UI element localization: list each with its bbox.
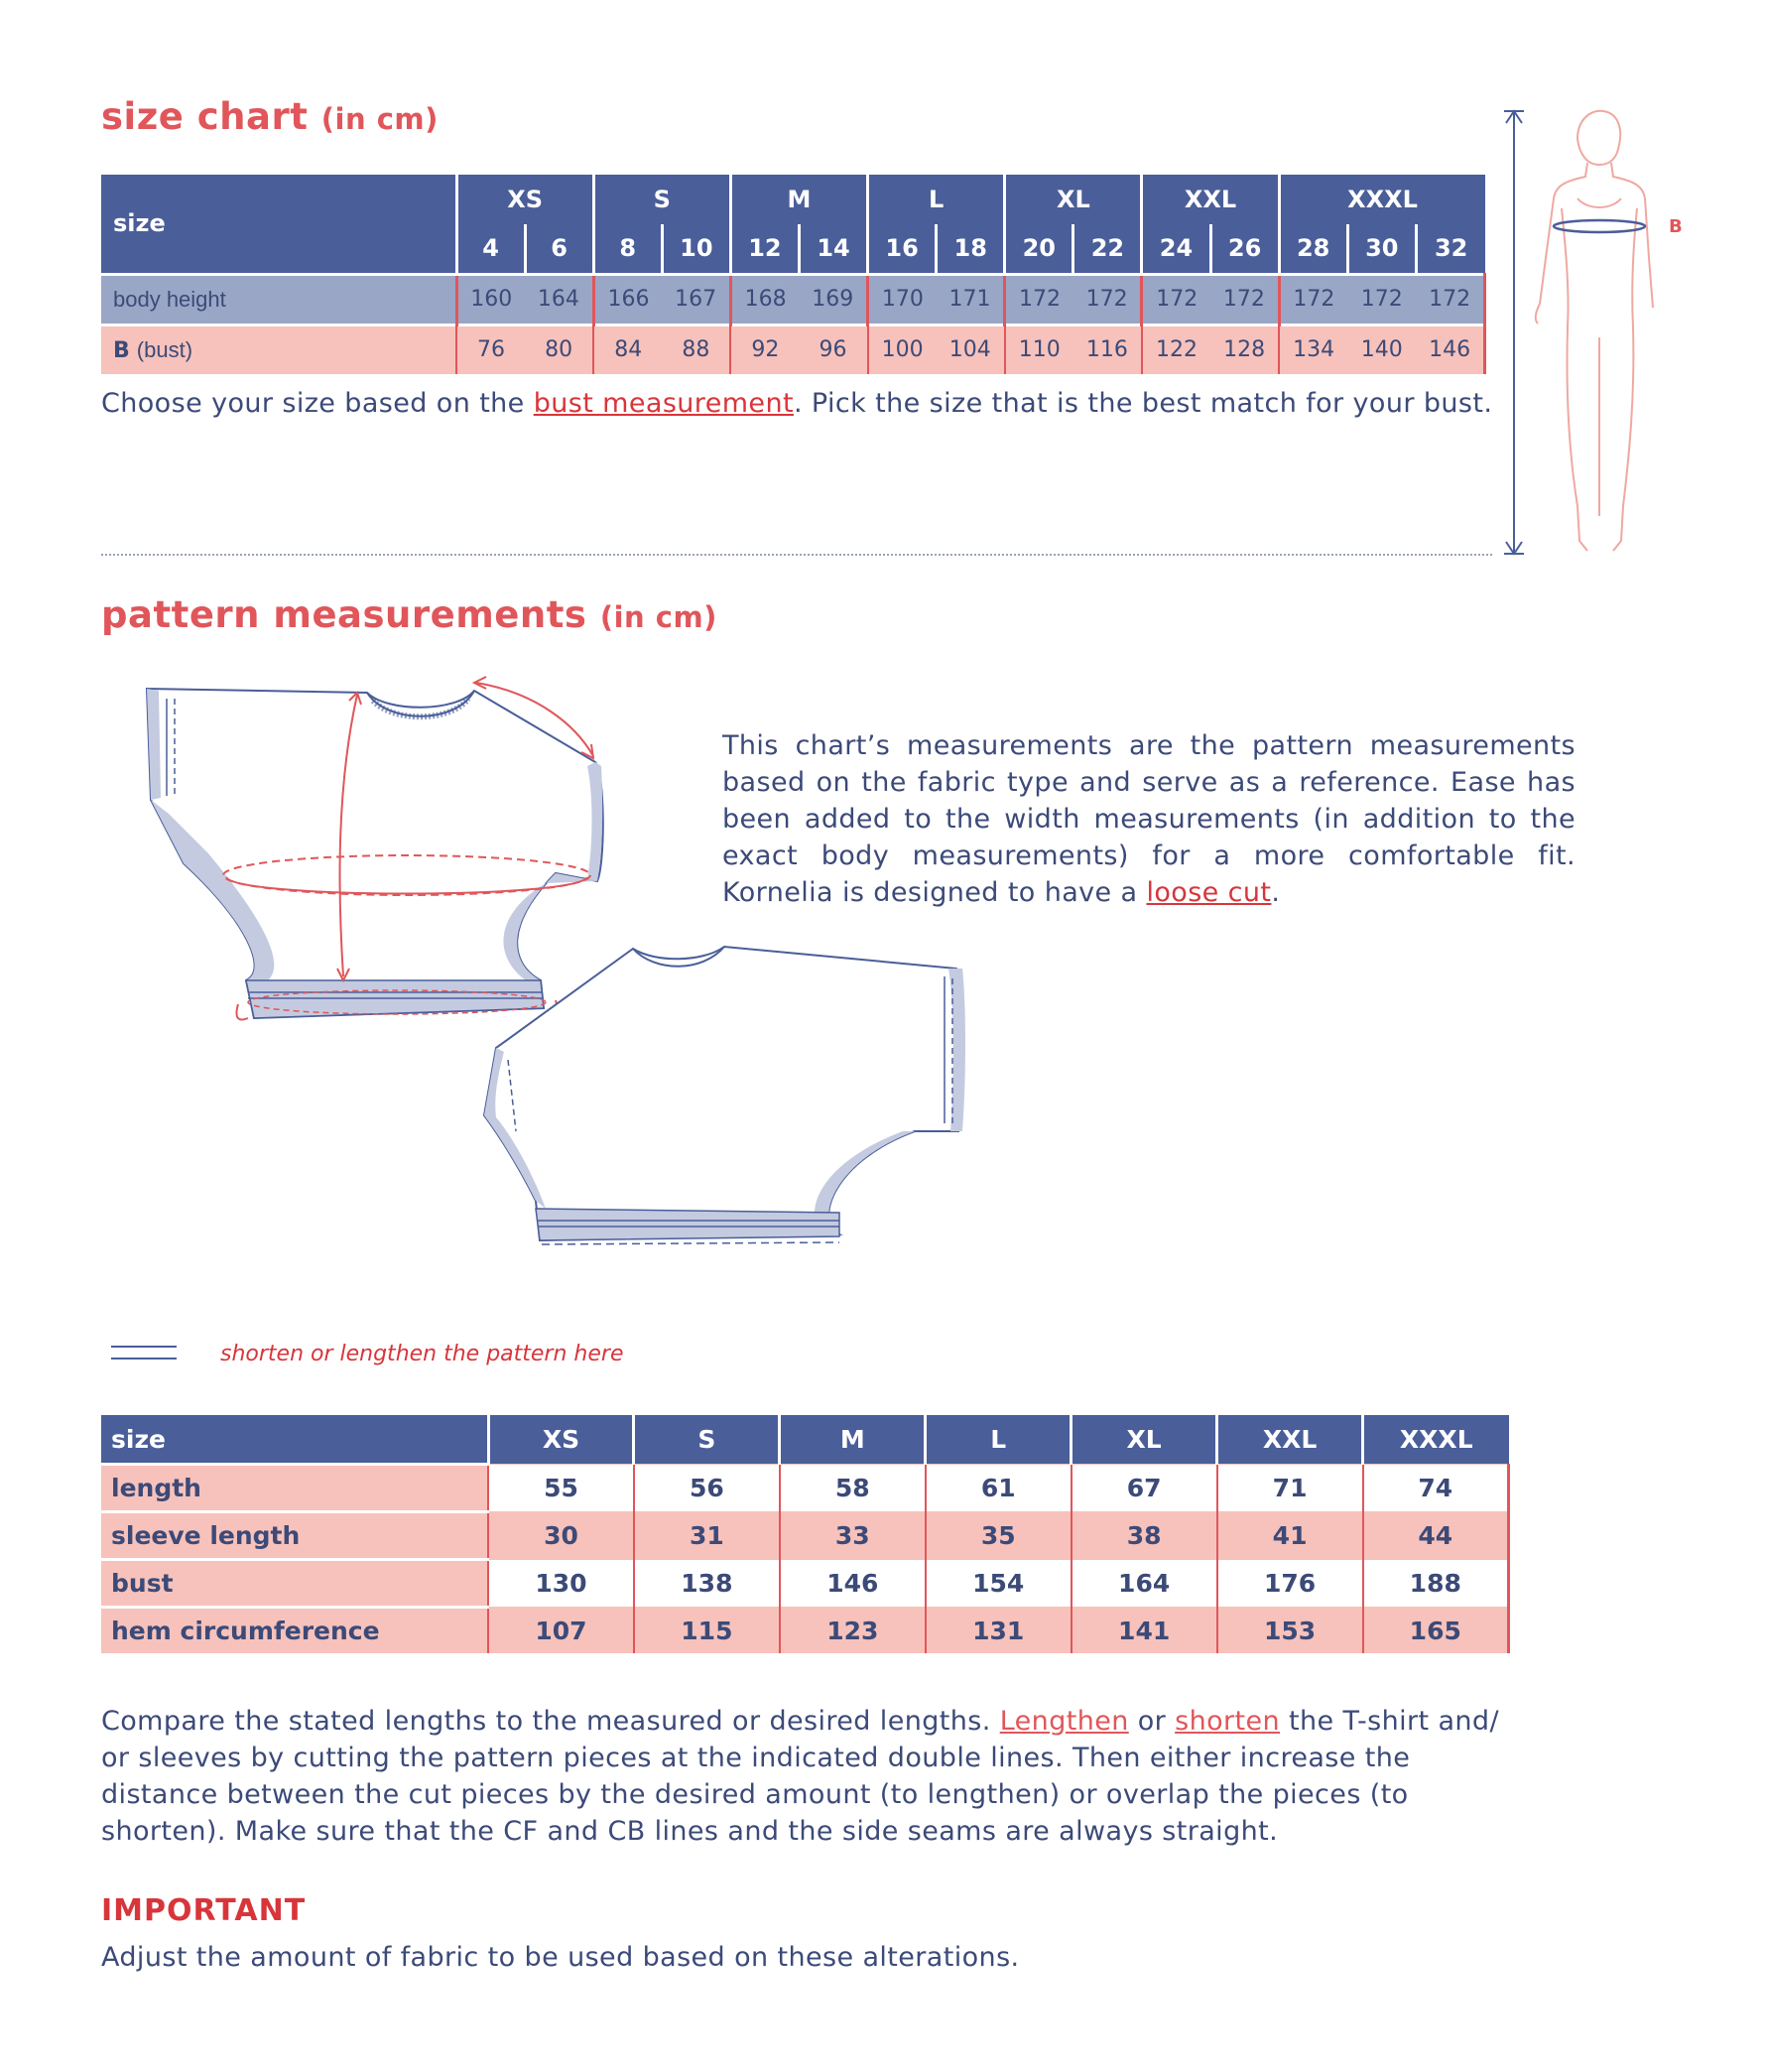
body-height-value: 171 — [937, 274, 1005, 324]
table-row — [101, 1512, 1509, 1560]
size-chart-group-row — [101, 175, 1485, 224]
table-row — [101, 1560, 1509, 1608]
row-label: sleeve length — [101, 1512, 488, 1560]
size-number: 22 — [1073, 224, 1142, 274]
bust-value: 134 — [1279, 324, 1347, 374]
loose-cut-link[interactable]: loose cut — [1146, 877, 1272, 908]
table-cell: 130 — [488, 1560, 634, 1608]
pattern-size-header: XXL — [1217, 1415, 1363, 1465]
body-height-value: 160 — [456, 274, 525, 324]
table-cell: 164 — [1072, 1560, 1217, 1608]
group-header: S — [593, 175, 730, 224]
body-height-value: 170 — [868, 274, 937, 324]
table-cell: 188 — [1363, 1560, 1509, 1608]
table-cell: 154 — [926, 1560, 1072, 1608]
bust-value: 92 — [730, 324, 799, 374]
body-height-value: 172 — [1073, 274, 1142, 324]
size-number: 20 — [1005, 224, 1073, 274]
important-text: Adjust the amount of fabric to be used based on these alterations. — [101, 1942, 1020, 1973]
size-note-text: Choose your size based on the — [101, 388, 534, 419]
table-cell: 146 — [780, 1560, 926, 1608]
pattern-size-header: S — [634, 1415, 780, 1465]
body-height-value: 172 — [1416, 274, 1484, 324]
table-cell: 138 — [634, 1560, 780, 1608]
lengthen-link[interactable]: Lengthen — [999, 1706, 1129, 1737]
size-number: 18 — [937, 224, 1005, 274]
pattern-title-unit: (in cm) — [599, 600, 717, 634]
pattern-title — [101, 593, 717, 636]
table-cell: 56 — [634, 1465, 780, 1512]
table-cell: 31 — [634, 1512, 780, 1560]
bust-label-b: B — [113, 337, 130, 363]
pattern-title-text: pattern measurements — [101, 593, 587, 636]
table-cell: 55 — [488, 1465, 634, 1512]
bust-value: 140 — [1347, 324, 1416, 374]
size-chart-title-text: size chart — [101, 95, 309, 138]
bust-value: 96 — [799, 324, 867, 374]
table-cell: 58 — [780, 1465, 926, 1512]
size-number: 8 — [593, 224, 662, 274]
bust-value: 84 — [593, 324, 662, 374]
table-cell: 33 — [780, 1512, 926, 1560]
body-figure-icon — [1488, 99, 1687, 566]
table-cell: 123 — [780, 1608, 926, 1654]
size-number: 26 — [1210, 224, 1279, 274]
table-cell: 165 — [1363, 1608, 1509, 1654]
row-label: hem circumference — [101, 1608, 488, 1654]
back-garment-icon — [484, 947, 965, 1244]
size-chart-title — [101, 95, 439, 138]
alteration-text-3: the T-shirt and/ or sleeves by cutting the pattern pieces at the indicated double lines. Then either increase the distance between the cut pieces by the desired amount (to lengthen) or overlap the pieces (to shorten). Make sure that the CF and CB lines and the side seams are always straight. — [101, 1706, 1499, 1847]
bust-row — [101, 324, 1485, 374]
table-cell: 30 — [488, 1512, 634, 1560]
table-cell: 61 — [926, 1465, 1072, 1512]
row-label: length — [101, 1465, 488, 1512]
bust-value: 128 — [1210, 324, 1279, 374]
size-number: 14 — [799, 224, 867, 274]
pattern-size-header: XS — [488, 1415, 634, 1465]
table-cell: 153 — [1217, 1608, 1363, 1654]
table-cell: 107 — [488, 1608, 634, 1654]
bust-value: 88 — [662, 324, 730, 374]
bust-value: 80 — [525, 324, 593, 374]
table-cell: 41 — [1217, 1512, 1363, 1560]
table-cell: 44 — [1363, 1512, 1509, 1560]
table-cell: 35 — [926, 1512, 1072, 1560]
pattern-description — [722, 727, 1576, 911]
bust-value: 110 — [1005, 324, 1073, 374]
size-number: 28 — [1279, 224, 1347, 274]
alteration-text — [101, 1703, 1520, 1850]
bust-value: 76 — [456, 324, 525, 374]
group-header: XXXL — [1279, 175, 1484, 224]
body-height-value: 172 — [1142, 274, 1210, 324]
size-chart-title-unit: (in cm) — [320, 102, 439, 136]
size-number: 32 — [1416, 224, 1484, 274]
double-line-icon — [111, 1346, 177, 1360]
group-header: L — [868, 175, 1005, 224]
row-label: bust — [101, 1560, 488, 1608]
section-divider — [101, 554, 1492, 556]
pattern-size-header: XXXL — [1363, 1415, 1509, 1465]
legend-text: shorten or lengthen the pattern here — [220, 1342, 624, 1366]
size-number: 10 — [662, 224, 730, 274]
size-number: 6 — [525, 224, 593, 274]
pattern-table-header — [101, 1415, 1509, 1465]
size-number: 16 — [868, 224, 937, 274]
body-height-value: 172 — [1210, 274, 1279, 324]
size-number: 24 — [1142, 224, 1210, 274]
bust-value: 104 — [937, 324, 1005, 374]
table-cell: 74 — [1363, 1465, 1509, 1512]
bust-value: 116 — [1073, 324, 1142, 374]
body-height-value: 169 — [799, 274, 867, 324]
bust-value: 122 — [1142, 324, 1210, 374]
bust-value: 146 — [1416, 324, 1484, 374]
size-number: 12 — [730, 224, 799, 274]
pattern-size-header: M — [780, 1415, 926, 1465]
pattern-description-end: . — [1271, 877, 1281, 908]
group-header: XXL — [1142, 175, 1279, 224]
size-number: 30 — [1347, 224, 1416, 274]
size-label: size — [101, 175, 456, 274]
table-cell: 67 — [1072, 1465, 1217, 1512]
figure-marker-b: B — [1669, 216, 1683, 237]
pattern-size-header: L — [926, 1415, 1072, 1465]
important-title: IMPORTANT — [101, 1893, 307, 1928]
pattern-description-text: This chart’s measurements are the pattern measurements based on the fabric type and serve as a reference. Ease has been added to the width measurements (in addition to the exact body measurements) for a more comfortable fit. Kornelia is designed to have a — [722, 730, 1576, 908]
size-note — [101, 385, 1492, 422]
alteration-text-2: or — [1128, 1706, 1176, 1737]
table-cell: 176 — [1217, 1560, 1363, 1608]
bust-label-rest: (bust) — [136, 336, 193, 362]
table-cell: 131 — [926, 1608, 1072, 1654]
table-cell: 71 — [1217, 1465, 1363, 1512]
body-height-value: 168 — [730, 274, 799, 324]
size-number: 4 — [456, 224, 525, 274]
pattern-table — [101, 1415, 1510, 1653]
table-cell: 38 — [1072, 1512, 1217, 1560]
group-header: M — [730, 175, 867, 224]
bust-label — [101, 324, 456, 374]
pattern-size-header: XL — [1072, 1415, 1217, 1465]
size-note-text-end: . Pick the size that is the best match for your bust. — [793, 388, 1493, 419]
body-height-value: 167 — [662, 274, 730, 324]
body-height-value: 172 — [1005, 274, 1073, 324]
bust-measurement-link[interactable]: bust measurement — [533, 388, 794, 419]
body-height-value: 166 — [593, 274, 662, 324]
group-header: XS — [456, 175, 593, 224]
body-height-value: 172 — [1279, 274, 1347, 324]
body-height-value: 164 — [525, 274, 593, 324]
body-height-value: 172 — [1347, 274, 1416, 324]
table-cell: 115 — [634, 1608, 780, 1654]
table-row — [101, 1465, 1509, 1512]
alteration-text-1: Compare the stated lengths to the measured or desired lengths. — [101, 1706, 1000, 1737]
bust-value: 100 — [868, 324, 937, 374]
body-height-row — [101, 274, 1485, 324]
front-garment-icon — [147, 677, 603, 1019]
shorten-link[interactable]: shorten — [1175, 1706, 1281, 1737]
table-row — [101, 1608, 1509, 1654]
size-chart-table — [101, 175, 1486, 374]
group-header: XL — [1005, 175, 1142, 224]
pattern-size-label: size — [101, 1415, 488, 1465]
body-height-label: body height — [101, 274, 456, 324]
table-cell: 141 — [1072, 1608, 1217, 1654]
